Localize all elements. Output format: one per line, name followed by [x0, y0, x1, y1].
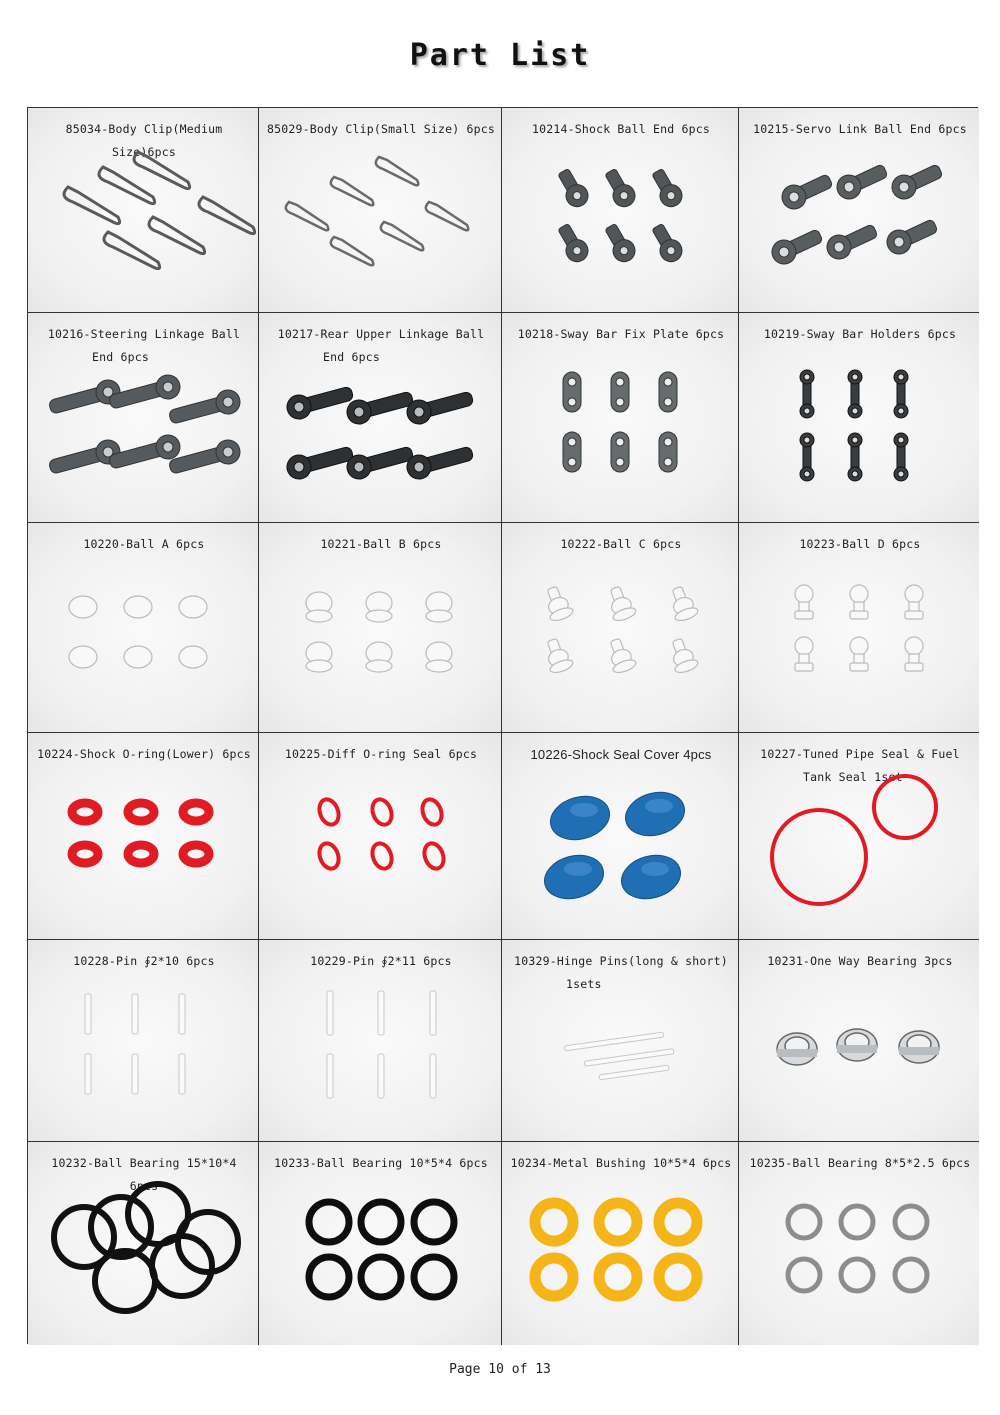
part-label: 10217-Rear Upper Linkage Ball End 6pcs — [277, 327, 485, 364]
part-label: 10214-Shock Ball End 6pcs — [531, 122, 711, 136]
part-label: 10235-Ball Bearing 8*5*2.5 6pcs — [749, 1156, 971, 1170]
bearing-icon — [739, 1142, 979, 1345]
part-cell — [259, 940, 502, 1142]
part-label: 10234-Metal Bushing 10*5*4 6pcs — [510, 1156, 732, 1170]
part-label: 10225-Diff O-ring Seal 6pcs — [284, 747, 478, 761]
part-cell — [739, 108, 979, 313]
part-cell — [259, 108, 502, 313]
part-cell — [739, 733, 979, 940]
part-label: 10218-Sway Bar Fix Plate 6pcs — [517, 327, 725, 341]
holder-icon — [739, 313, 979, 522]
part-cell — [28, 940, 259, 1142]
page-title: Part List — [409, 38, 591, 73]
seal-ring-icon — [739, 733, 979, 939]
part-label: 10216-Steering Linkage Ball End 6pcs — [47, 327, 241, 364]
part-label: 10220-Ball A 6pcs — [83, 537, 205, 551]
part-cell — [28, 313, 259, 523]
part-cell — [259, 313, 502, 523]
o-ring-icon — [259, 733, 502, 939]
seal-cover-icon — [502, 733, 739, 939]
part-cell — [739, 1142, 979, 1345]
hinge-pin-icon — [502, 940, 739, 1141]
part-label: 10228-Pin ∮2*10 6pcs — [73, 954, 215, 968]
bushing-icon — [502, 1142, 739, 1345]
part-label: 10233-Ball Bearing 10*5*4 6pcs — [274, 1156, 488, 1170]
linkage-icon — [259, 313, 502, 522]
part-label: 10224-Shock O-ring(Lower) 6pcs — [37, 747, 251, 761]
part-label: 10226-Shock Seal Cover 4pcs — [530, 747, 712, 762]
bearing-icon — [28, 1142, 259, 1345]
linkage-icon — [28, 313, 259, 522]
part-cell — [502, 523, 739, 733]
ball-icon — [259, 523, 502, 732]
part-cell — [502, 108, 739, 313]
part-cell — [259, 523, 502, 733]
ball-end-icon — [502, 108, 739, 312]
part-label: 85029-Body Clip(Small Size) 6pcs — [267, 122, 495, 136]
body-clip-icon — [28, 108, 259, 312]
part-label: 10215-Servo Link Ball End 6pcs — [753, 122, 967, 136]
ball-end-icon — [739, 108, 979, 312]
part-cell — [259, 733, 502, 940]
part-cell — [502, 313, 739, 523]
bearing-icon — [259, 1142, 502, 1345]
body-clip-icon — [259, 108, 502, 312]
one-way-bearing-icon — [739, 940, 979, 1141]
part-cell — [28, 523, 259, 733]
plate-icon — [502, 313, 739, 522]
pin-icon — [259, 940, 502, 1141]
part-cell — [739, 940, 979, 1142]
part-cell — [502, 1142, 739, 1345]
part-cell — [259, 1142, 502, 1345]
part-cell — [502, 940, 739, 1142]
part-cell — [739, 523, 979, 733]
part-label: 10223-Ball D 6pcs — [799, 537, 921, 551]
part-label: 10227-Tuned Pipe Seal & Fuel Tank Seal 1set — [760, 747, 960, 784]
ball-icon — [28, 523, 259, 732]
part-label: 10329-Hinge Pins(long & short) 1sets — [514, 954, 728, 991]
part-label: 10221-Ball B 6pcs — [320, 537, 442, 551]
part-label: 10229-Pin ∮2*11 6pcs — [310, 954, 452, 968]
part-label: 10219-Sway Bar Holders 6pcs — [763, 327, 957, 341]
part-cell — [28, 108, 259, 313]
o-ring-icon — [28, 733, 259, 939]
page-number: Page 10 of 13 — [449, 1362, 551, 1377]
part-label: 10232-Ball Bearing 15*10*4 6pcs — [51, 1156, 237, 1193]
part-label: 10222-Ball C 6pcs — [560, 537, 682, 551]
ball-icon — [502, 523, 739, 732]
pin-icon — [28, 940, 259, 1141]
ball-icon — [739, 523, 979, 732]
part-cell — [28, 1142, 259, 1345]
part-label: 10231-One Way Bearing 3pcs — [767, 954, 953, 968]
parts-grid — [27, 107, 978, 1344]
part-label: 85034-Body Clip(Medium Size)6pcs — [65, 122, 223, 159]
part-cell — [28, 733, 259, 940]
part-cell — [502, 733, 739, 940]
part-cell — [739, 313, 979, 523]
